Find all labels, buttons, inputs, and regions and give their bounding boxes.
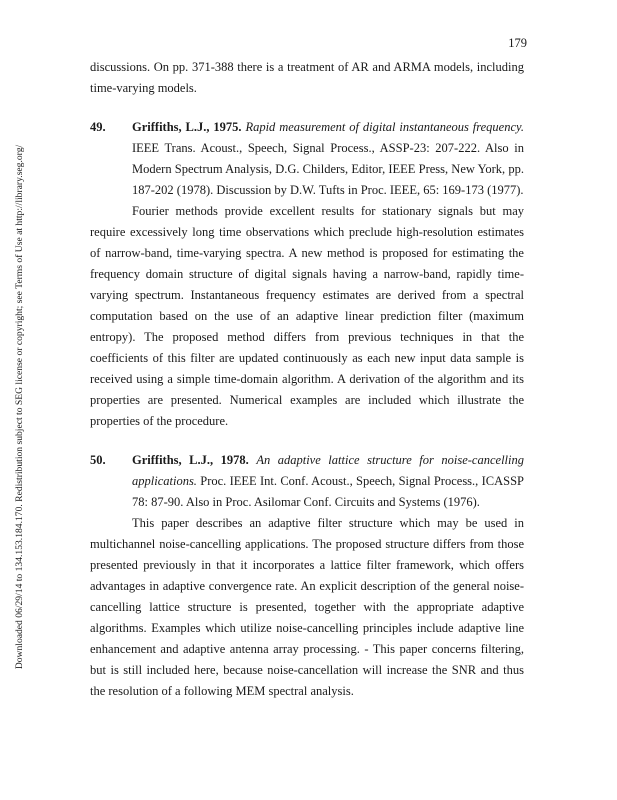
reference-source: Proc. IEEE Int. Conf. Acoust., Speech, Signal Process., ICASSP 78: 87-90. Also in Proc. Asilomar Conf. Circuits and Systems (1976). bbox=[132, 474, 524, 509]
reference-author: Griffiths, L.J., 1975. bbox=[132, 120, 242, 134]
reference-number: 50. bbox=[90, 453, 106, 467]
reference-title: Rapid measurement of digital instantaneous frequency. bbox=[245, 120, 525, 134]
reference-abstract: Fourier methods provide excellent results for stationary signals but may require excessively long time observations which preclude high-resolution estimates of narrow-band, time-varying spectra. A new method is proposed for estimating the frequency domain structure of digital signals having a narrow-band, rapidly time-varying spectrum. Instantaneous frequency estimates are derived from a spectral computation based on the use of an adaptive linear prediction filter (maximum entropy). The proposed method differs from previous techniques in that the coefficients of this filter are updated continuously as each new input data sample is received using a simple time-domain algorithm. A derivation of the algorithm and its properties are presented. Numerical examples are included which illustrate the properties of the procedure. bbox=[90, 204, 524, 428]
reference-entry-49 bbox=[90, 117, 524, 432]
reference-citation bbox=[90, 450, 524, 513]
reference-entry-50 bbox=[90, 450, 524, 702]
intro-paragraph: discussions. On pp. 371-388 there is a treatment of AR and ARMA models, including time-varying models. bbox=[90, 60, 524, 95]
continued-text bbox=[90, 57, 524, 99]
reference-title: An adaptive lattice structure for noise-cancelling applications. bbox=[132, 453, 525, 488]
reference-number: 49. bbox=[90, 120, 106, 134]
reference-source: IEEE Trans. Acoust., Speech, Signal Process., ASSP-23: 207-222. Also in Modern Spectrum Analysis, D.G. Childers, Editor, IEEE Press, New York, pp. 187-202 (1978). Discussion by D.W. Tufts in Proc. IEEE, 65: 169-173 (1977). bbox=[132, 141, 524, 197]
reference-abstract: This paper describes an adaptive filter structure which may be used in multichannel noise-cancelling applications. The proposed structure differs from those presented previously in that it incorporates a lattice filter framework, which offers advantages in adaptive convergence rate. An explicit description of the general noise-cancelling lattice structure is presented, together with the appropriate adaptive algorithms. Examples which utilize noise-cancelling principles include adaptive line enhancement and adaptive antenna array processing. - This paper concerns filtering, but is still included here, because noise-cancellation will increase the SNR and thus the resolution of a following MEM spectral analysis. bbox=[90, 516, 524, 698]
download-notice: Downloaded 06/29/14 to 134.153.184.170. Redistribution subject to SEG license or copyright; see Terms of Use at http://library.seg.org/ bbox=[14, 144, 25, 670]
page-number: 179 bbox=[508, 36, 527, 50]
reference-author: Griffiths, L.J., 1978. bbox=[132, 453, 249, 467]
page-body bbox=[90, 57, 524, 702]
reference-citation bbox=[90, 117, 524, 201]
